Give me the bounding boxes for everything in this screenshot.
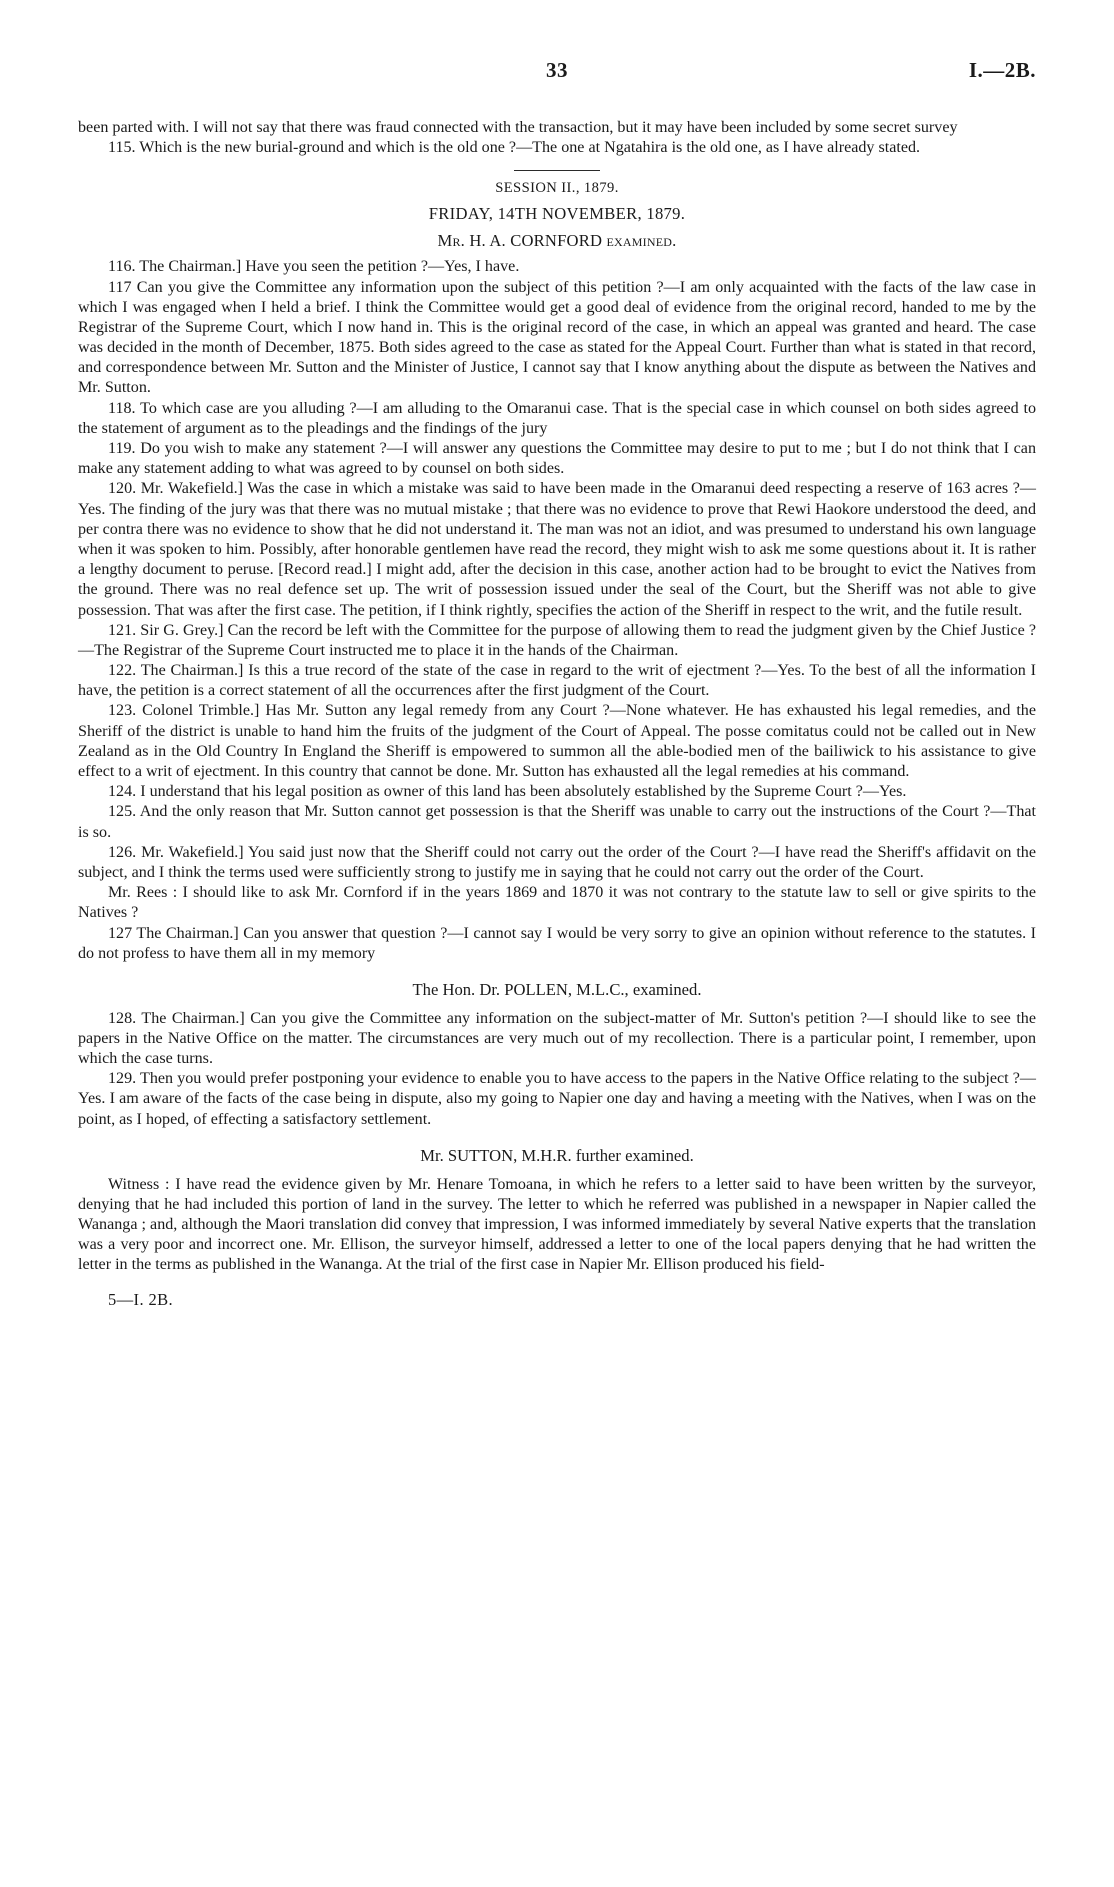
question-125: 125. And the only reason that Mr. Sutton cannot get possession is that the Sheriff was unable to carry out the instructions of the Court ?—That is so.	[78, 803, 1036, 841]
question-119: 119. Do you wish to make any statement ?—I will answer any questions the Committee may desire to put to me ; but I do not think that I can make any statement adding to what was agreed to by counsel on both sides.	[78, 440, 1036, 478]
question-121: 121. Sir G. Grey.] Can the record be left with the Committee for the purpose of allowing them to read the judgment given by the Chief Justice ?—The Registrar of the Supreme Court instructed me to place it in the hands of the Chairman.	[78, 621, 1036, 659]
question-124: 124. I understand that his legal position as owner of this land has been absolutely established by the Supreme Court ?—Yes.	[108, 783, 907, 801]
witness-sutton-heading: Mr. SUTTON, M.H.R. further examined.	[420, 1145, 694, 1165]
question-117: 117 Can you give the Committee any information upon the subject of this petition ?—I am only acquainted with the facts of the law case in which I was engaged when I held a brief. I think the Committee would get a good deal of evidence from the original record, handed to me by the Registrar of the Supreme Court, which I now hand in. This is the original record of the case, in which an appeal was granted and heard. The case was decided in the month of December, 1875. Both sides agreed to the case as stated for the Appeal Court. Further than what is stated in that record, and correspondence between Mr. Sutton and the Minister of Justice, I cannot say that I know anything about the dispute as between the Natives and Mr. Sutton.	[78, 278, 1036, 397]
question-129: 129. Then you would prefer postponing your evidence to enable you to have access to the papers in the Native Office relating to the subject ?—Yes. I am aware of the facts of the case being in dispute, also my going to Napier one day and having a meeting with the Natives, when I was on the point, as I hoped, of effecting a satisfactory settlement.	[78, 1070, 1036, 1128]
question-116: 116. The Chairman.] Have you seen the petition ?—Yes, I have.	[108, 258, 520, 276]
session-title: SESSION II., 1879.	[495, 180, 619, 197]
document-reference: I.—2B.	[968, 58, 1036, 82]
question-128: 128. The Chairman.] Can you give the Committee any information on the subject-matter of Mr. Sutton's petition ?—I should like to see the papers in the Native Office on the matter. The circumstances are very much out of my recollection. There is a particular point, I remember, upon which the case turns.	[78, 1009, 1036, 1068]
question-126: 126. Mr. Wakefield.] You said just now that the Sheriff could not carry out the order of the Court ?—I have read the Sheriff's affidavit on the subject, and I think the terms used were sufficiently strong to justify me in saying that he could not carry out the order of the Court.	[78, 843, 1036, 881]
question-123: 123. Colonel Trimble.] Has Mr. Sutton any legal remedy from any Court ?—None whatever. He has exhausted his legal remedies, and the Sheriff of the district is unable to hand him the fruits of the judgment of the Court of Appeal. The posse comitatus could not be called out in New Zealand as in the Old Country In England the Sheriff is empowered to summon all the able-bodied men of the bailiwick to his assistance to give effect to a writ of ejectment. In this country that cannot be done. Mr. Sutton has exhausted all the legal remedies at his command.	[78, 702, 1036, 780]
section-divider	[514, 170, 600, 171]
page-number: 33	[546, 58, 568, 82]
witness-cornford-heading: Mr. H. A. CORNFORD examined.	[437, 230, 677, 250]
page-signature: 5—I. 2B.	[108, 1289, 174, 1309]
witness-pollen-heading: The Hon. Dr. POLLEN, M.L.C., examined.	[412, 979, 702, 999]
question-118: 118. To which case are you alluding ?—I am alluding to the Omaranui case. That is the special case in which counsel on both sides agreed to the statement of argument as to the pleadings and the findings of the jury	[78, 399, 1036, 437]
question-122: 122. The Chairman.] Is this a true record of the state of the case in regard to the writ of ejectment ?—Yes. To the best of all the information I have, the petition is a correct statement of all the occurrences after the first judgment of the Court.	[78, 662, 1036, 700]
witness-sutton-statement: Witness : I have read the evidence given by Mr. Henare Tomoana, in which he refers to a letter said to have been written by the surveyor, denying that he had included this portion of land in the survey. The letter to which he referred was published in a newspaper in Napier called the Wananga ; and, although the Maori translation did convey that impression, I was informed immediately by several Native experts that the translation was a very poor and incorrect one. Mr. Ellison, the surveyor himself, addressed a letter to one of the local papers denying that he had written the letter in the terms as published in the Wananga. At the trial of the first case in Napier Mr. Ellison produced his field-	[78, 1175, 1036, 1274]
paragraph-continuation: been parted with. I will not say that there was fraud connected with the transaction, but it may have been included by some secret survey	[78, 119, 958, 136]
question-120: 120. Mr. Wakefield.] Was the case in which a mistake was said to have been made in the Omaranui deed respecting a reserve of 163 acres ?—Yes. The finding of the jury was that there was no mutual mistake ; that there was no evidence to prove that Rewi Haokore understood the deed, and per contra there was no evidence to show that he did not understand it. The man was not an idiot, and was presumed to understand his own language when it was spoken to him. Possibly, after honorable gentlemen have read the record, they might wish to ask me some questions about it. It is rather a lengthy document to peruse. [Record read.] I might add, after the decision in this case, another action had to be brought to evict the Natives from the ground. There was no real defence set up. The writ of possession issued under the seal of the Court, but the Sheriff was not able to give possession. That was after the first case. The petition, if I think rightly, specifies the action of the Sheriff in respect to the writ, and the futile result.	[78, 480, 1036, 619]
document-body	[78, 118, 1036, 1310]
question-115: 115. Which is the new burial-ground and which is the old one ?—The one at Ngatahira is the old one, as I have already stated.	[108, 139, 921, 157]
page-header	[78, 58, 1036, 92]
question-127: 127 The Chairman.] Can you answer that question ?—I cannot say I would be very sorry to give an opinion without reference to the statutes. I do not profess to have them all in my memory	[78, 924, 1036, 962]
session-date: FRIDAY, 14TH NOVEMBER, 1879.	[428, 203, 686, 223]
statement-mr-rees: Mr. Rees : I should like to ask Mr. Cornford if in the years 1869 and 1870 it was not contrary to the statute law to sell or give spirits to the Natives ?	[78, 884, 1036, 922]
